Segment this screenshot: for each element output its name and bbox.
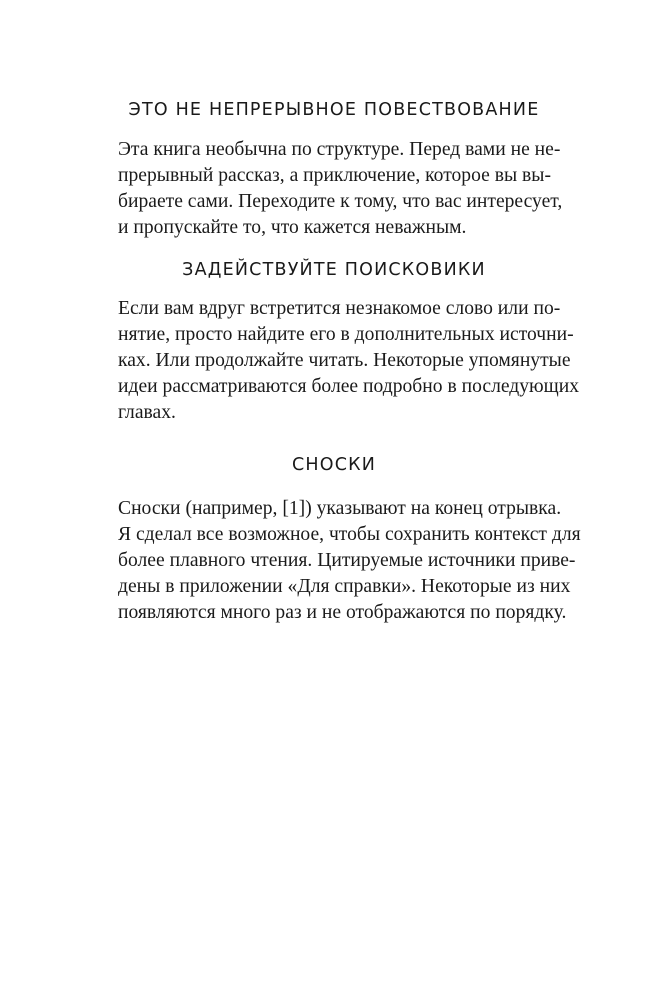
section-body-use-search-engines [118,296,580,426]
section-body-footnotes [118,496,581,626]
body-line: бираете сами. Переходите к тому, что вас интересует, [118,191,563,212]
body-line: более плавного чтения. Цитируемые источники приве- [118,550,576,571]
section-body-not-continuous-narrative [118,137,563,241]
body-line: Эта книга необычна по структуре. Перед вами не не- [118,139,561,160]
body-line: ках. Или продолжайте читать. Некоторые упомянутые [118,350,571,371]
section-title-footnotes: СНОСКИ [291,455,377,475]
section-title-not-continuous-narrative: ЭТО НЕ НЕПРЕРЫВНОЕ ПОВЕСТВОВАНИЕ [128,100,540,120]
body-line: Сноски (например, [1]) указывают на конец отрывка. [118,498,562,519]
body-line: появляются много раз и не отображаются по порядку. [118,602,567,623]
body-line: нятие, просто найдите его в дополнительных источни- [118,324,574,345]
body-line: Если вам вдруг встретится незнакомое слово или по- [118,298,561,319]
body-line: главах. [118,402,176,423]
body-line: дены в приложении «Для справки». Некоторые из них [118,576,571,597]
section-title-use-search-engines: ЗАДЕЙСТВУЙТЕ ПОИСКОВИКИ [182,260,486,280]
body-line: и пропускайте то, что кажется неважным. [118,217,467,238]
body-line: прерывный рассказ, а приключение, которое вы вы- [118,165,551,186]
book-page [118,98,581,626]
body-line: идеи рассматриваются более подробно в последующих [118,376,580,397]
body-line: Я сделал все возможное, чтобы сохранить контекст для [118,524,581,545]
